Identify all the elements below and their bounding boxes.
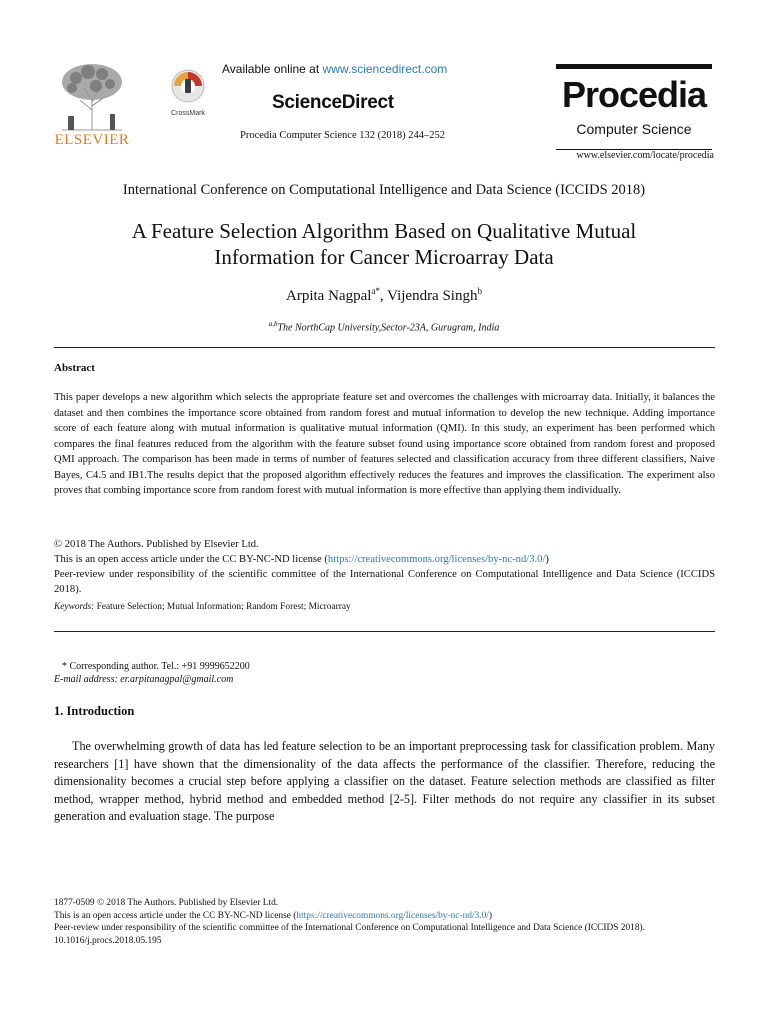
license-link[interactable]: https://creativecommons.org/licenses/by-nc-nd/3.0/ xyxy=(327,554,546,565)
journal-reference: Procedia Computer Science 132 (2018) 244–252 xyxy=(240,130,445,141)
introduction-body: The overwhelming growth of data has led feature selection to be an important preprocessing task for classification problem. Many researchers [1] have shown that the dimensionality of the data affects the performance of the classifier. Therefore, reducing the dimensionality becomes a crucial step before applying a classifier on the dataset. Feature selection methods are classified as filter method, wrapper method, hybrid method and embedded method [2-5]. Filter methods do not require any classifier in its subset generation and evaluation stage. The purpose xyxy=(54,739,715,823)
keywords-text: Feature Selection; Mutual Information; Random Forest; Microarray xyxy=(94,602,351,612)
keywords-label: Keywords: xyxy=(54,602,95,612)
elsevier-wordmark: ELSEVIER xyxy=(54,132,130,148)
open-access-suffix: ) xyxy=(545,554,549,565)
license-block xyxy=(54,537,715,597)
author-separator: , xyxy=(379,288,388,304)
author-superscript: b xyxy=(477,286,482,296)
available-online xyxy=(222,62,522,76)
affiliation-text: The NorthCap University,Sector-23A, Gurugram, India xyxy=(277,322,500,334)
abstract-body: This paper develops a new algorithm which selects the appropriate feature set and overcomes the challenges with microarray data. Initially, it balances the dataset and then combines the importance score obtained from random forest and mutual information to develop the new technique. Adding importance score of each feature along with mutual information is qualitative mutual information (QMI). In this study, an experiment has been performed which compares the final features reduced from the algorithm with the feature subset found using importance score obtained from random forest and proposed QMI approach. The comparison has been made in terms of number of features selected and classification accuracy from three different classifiers, Naive Bayes, C4.5 and IB1.The results depict that the proposed algorithm effectively reduces the features and improves the classification. The experiment also proves that combing importance score from random forest with mutual information is more effective than applying them individually. xyxy=(54,392,715,496)
doi[interactable]: 10.1016/j.procs.2018.05.195 xyxy=(54,935,162,946)
footer-license-link[interactable]: https://creativecommons.org/licenses/by-nc-nd/3.0/ xyxy=(296,910,489,921)
page-footer xyxy=(54,897,715,947)
paper-title xyxy=(60,218,708,270)
crossmark-badge[interactable] xyxy=(164,68,212,117)
footer-open-access-prefix: This is an open access article under the CC BY-NC-ND license ( xyxy=(54,910,297,921)
crossmark-label: CrossMark xyxy=(171,110,205,117)
procedia-title: Procedia xyxy=(561,74,707,115)
title-line-1: A Feature Selection Algorithm Based on Qualitative Mutual xyxy=(131,219,637,243)
crossmark-icon xyxy=(170,68,206,104)
available-prefix: Available online at xyxy=(222,62,323,76)
title-line-2: Information for Cancer Microarray Data xyxy=(214,245,554,269)
author-superscript: a* xyxy=(371,286,380,296)
abstract-heading: Abstract xyxy=(54,362,95,374)
open-access-line xyxy=(54,552,715,567)
sciencedirect-wordmark: ScienceDirect xyxy=(272,92,394,113)
section-heading: 1. Introduction xyxy=(54,704,135,718)
affiliation-superscript: a,b xyxy=(268,320,278,328)
peer-review-line: Peer-review under responsibility of the scientific committee of the International Conference on Computational Intelligence and Data Science (ICCIDS 2018). xyxy=(54,569,715,595)
affiliation xyxy=(0,320,768,333)
keywords xyxy=(54,602,715,612)
issn-line: 1877-0509 © 2018 The Authors. Published by Elsevier Ltd. xyxy=(54,898,279,908)
footer-peer-review: Peer-review under responsibility of the scientific committee of the International Conference on Computational Intelligence and Data Science (ICCIDS 2018). xyxy=(54,923,646,934)
author-list xyxy=(0,286,768,305)
author-name: Arpita Nagpal xyxy=(286,288,372,304)
corresponding-author: * Corresponding author. Tel.: +91 9999652200 xyxy=(62,661,250,672)
footer-open-access-suffix: ) xyxy=(488,910,493,921)
journal-url[interactable]: www.elsevier.com/locate/procedia xyxy=(576,150,714,161)
open-access-prefix: This is an open access article under the CC BY-NC-ND license ( xyxy=(54,554,328,565)
procedia-logo xyxy=(556,64,712,150)
procedia-subtitle: Computer Science xyxy=(576,121,692,137)
conference-name: International Conference on Computational Intelligence and Data Science (ICCIDS 2018) xyxy=(122,182,646,198)
footer-open-access xyxy=(54,910,715,923)
divider xyxy=(54,347,715,348)
copyright-line: © 2018 The Authors. Published by Elsevier Ltd. xyxy=(54,539,259,550)
divider xyxy=(54,631,715,632)
author-name: Vijendra Singh xyxy=(387,288,478,304)
email-address: E-mail address: er.arpitanagpal@gmail.com xyxy=(54,674,234,685)
sciencedirect-link[interactable]: www.sciencedirect.com xyxy=(322,62,448,76)
